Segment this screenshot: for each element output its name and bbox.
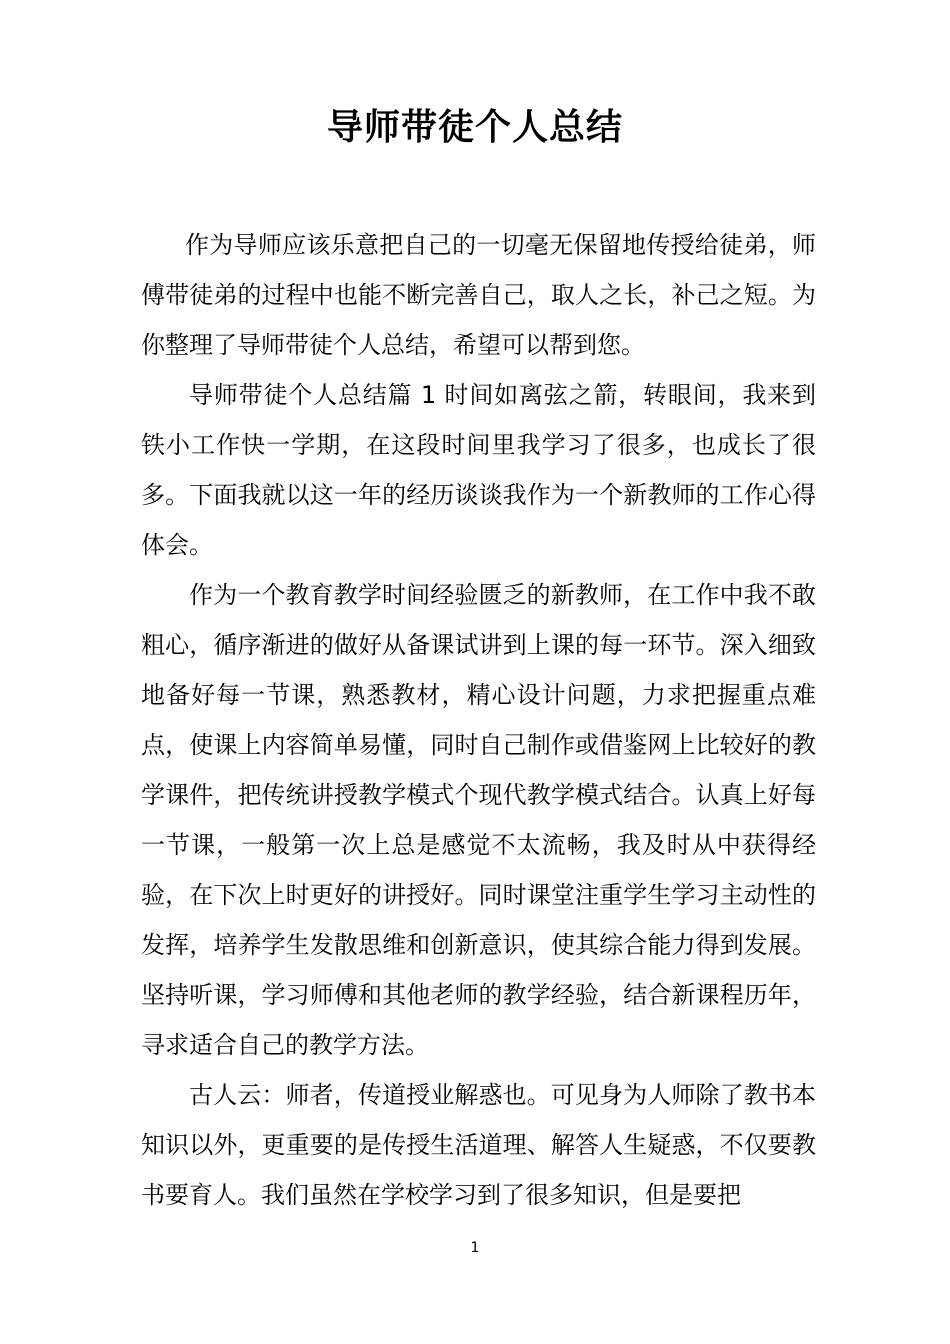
paragraph-teaching: 作为一个教育教学时间经验匮乏的新教师，在工作中我不敢粗心，循序渐进的做好从备课试讲到上课的每一环节。深入细致地备好每一节课，熟悉教材，精心设计问题，力求把握重点难点，使课上内容简单易懂，同时自己制作或借鉴网上比较好的教学课件，把传统讲授教学模式个现代教学模式结合。认真上好每一节课，一般第一次上总是感觉不太流畅，我及时从中获得经验，在下次上时更好的讲授好。同时课堂注重学生学习主动性的发挥，培养学生发散思维和创新意识，使其综合能力得到发展。坚持听课，学习师傅和其他老师的教学经验，结合新课程历年，寻求适合自己的教学方法。 xyxy=(141,581,816,1059)
document-title: 导师带徒个人总结 xyxy=(326,107,623,148)
paragraph-section-1: 导师带徒个人总结篇 1 时间如离弦之箭，转眼间，我来到铁小工作快一学期，在这段时间里我学习了很多，也成长了很多。下面我就以这一年的经历谈谈我作为一个新教师的工作心得体会。 xyxy=(141,381,816,559)
paragraph-ancient-saying: 古人云：师者，传道授业解惑也。可见身为人师除了教书本知识以外，更重要的是传授生活道理、解答人生疑惑，不仅要教书要育人。我们虽然在学校学习到了很多知识，但是要把 xyxy=(141,1081,816,1209)
page-number: 1 xyxy=(470,1240,480,1256)
document-body xyxy=(141,220,816,1220)
paragraph-intro: 作为导师应该乐意把自己的一切毫无保留地传授给徒弟，师傅带徒弟的过程中也能不断完善自己，取人之长，补己之短。为你整理了导师带徒个人总结，希望可以帮到您。 xyxy=(141,231,816,359)
